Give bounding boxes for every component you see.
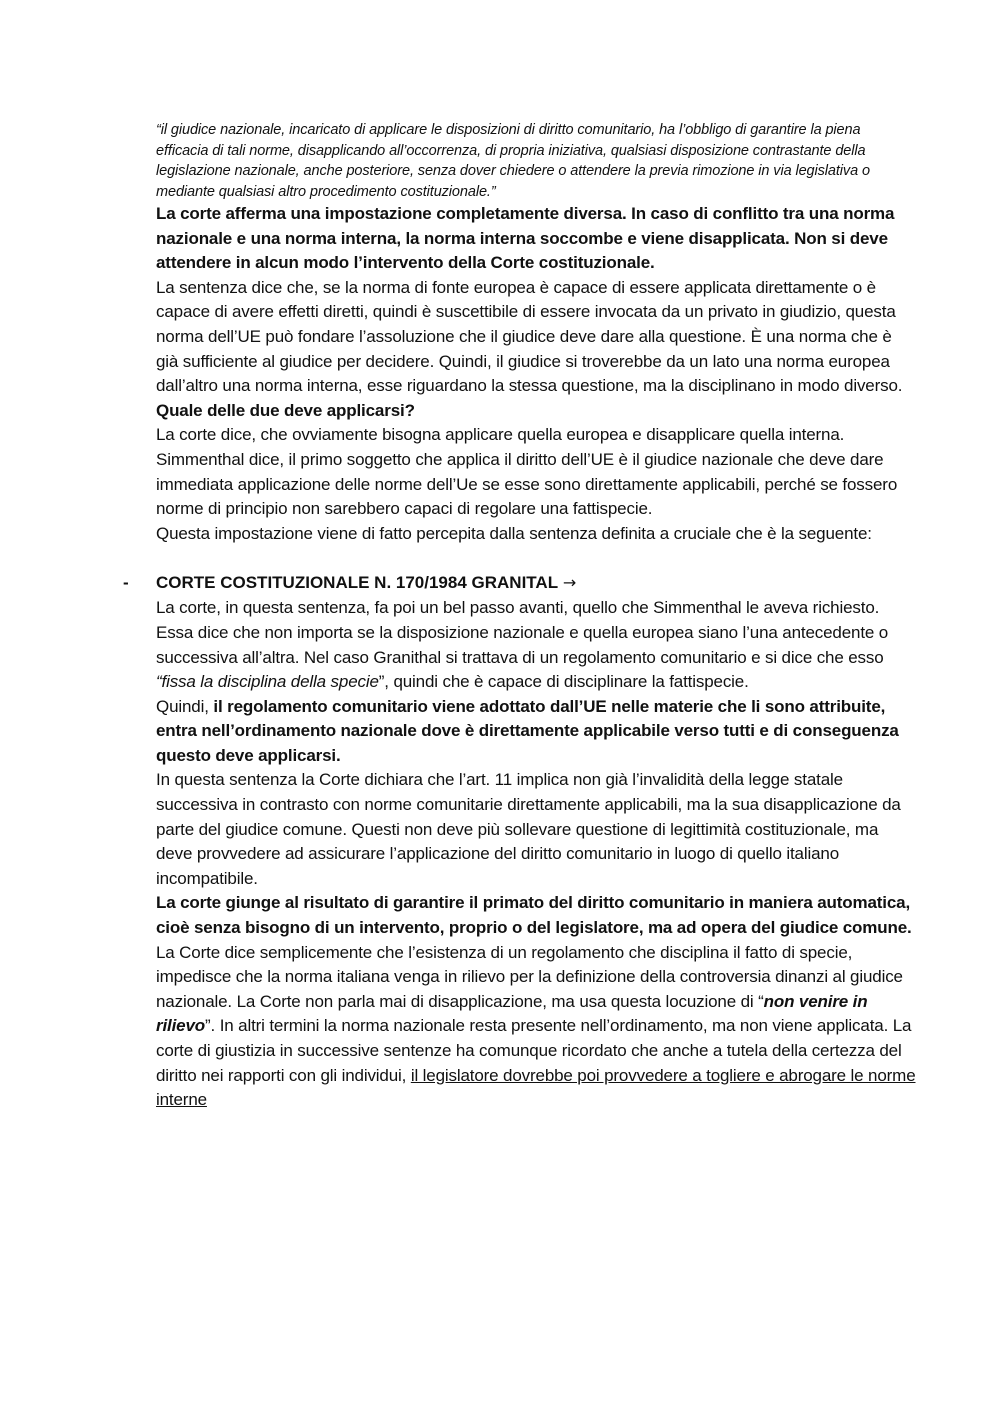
paragraph-text: Quindi,: [156, 696, 214, 716]
bold-italic-phrase: non venire in rilievo: [156, 991, 868, 1036]
underlined-phrase: il legislatore dovrebbe poi provvedere a togliere e abrogare le norme interne: [156, 1065, 916, 1110]
list-dash: -: [123, 573, 129, 593]
paragraph-text: La sentenza dice che, se la norma di fonte europea è capace di essere applicata direttamente o è capace di avere effetti diretti, quindi è suscettibile di essere invocata da un privato in giudizio, questa norma dell’UE può fondare l’assoluzione che il giudice deve dare alla questione. È una norma che è già sufficiente al giudice per decidere. Quindi, il giudice si troverebbe da un lato una norma europea dall’altro una norma interna, esse riguardano la stessa questione, ma la disciplinano in modo diverso.: [156, 277, 903, 396]
right-arrow-icon: →: [562, 573, 577, 593]
paragraph-regolamento: [156, 695, 916, 769]
bold-question: Quale delle due deve applicarsi?: [156, 400, 415, 420]
paragraph-granital: [156, 621, 916, 695]
paragraph-simmenthal: Simmenthal dice, il primo soggetto che applica il diritto dell’UE è il giudice nazionale che deve dare immediata applicazione delle norme dell’Ue se esse sono direttamente applicabili, perché se fossero norme di principio non sarebbero capaci di regolare una fattispecie.: [156, 449, 898, 519]
bold-paragraph-conflict: La corte afferma una impostazione completamente diversa. In caso di conflitto tra una norma nazionale e una norma interna, la norma interna soccombe e viene disapplicata. Non si deve attendere in alcun modo l’intervento della Corte costituzionale.: [156, 204, 895, 273]
heading-title: CORTE COSTITUZIONALE N. 170/1984 GRANITAL: [156, 573, 559, 593]
blank-line: [156, 546, 916, 570]
section-heading: [123, 570, 916, 596]
bold-paragraph-primato: La corte giunge al risultato di garantire il primato del diritto comunitario in maniera automatica, cioè senza bisogno di un intervento, proprio o del legislatore, ma ad opera del giudice comune.: [156, 893, 912, 938]
paragraph-impostazione: Questa impostazione viene di fatto percepita dalla sentenza definita a cruciale che è la seguente:: [156, 523, 872, 543]
paragraph-non-venire-in-rilievo: [156, 941, 916, 1113]
paragraph-text: ”. In altri termini la norma nazionale resta presente nell’ordinamento, ma non viene applicata. La corte di giustizia in successive sentenze ha comunque ricordato che anche a tutela della certezza del diritto nei rapporti con gli individui,: [156, 1016, 912, 1085]
document-body: [123, 120, 916, 1113]
bold-statement: il regolamento comunitario viene adottato dall’UE nelle materie che li sono attribuite, entra nell’ordinamento nazionale dove è direttamente applicabile verso tutti e di conseguenza questo deve applicarsi.: [156, 696, 899, 765]
paragraph-text: La Corte dice semplicemente che l’esistenza di un regolamento che disciplina il fatto di specie, impedisce che la norma italiana venga in rilievo per la definizione della controversia dinanzi al giudice nazionale. La Corte non parla mai di disapplicazione, ma usa questa locuzione di “: [156, 942, 903, 1011]
italic-citation: “fissa la disciplina della specie: [156, 672, 379, 692]
paragraph-art-11: In questa sentenza la Corte dichiara che l’art. 11 implica non già l’invalidità della legge statale successiva in contrasto con norme comunitarie direttamente applicabili, ma la sua disapplicazione da parte del giudice comune. Questi non deve più sollevare questione di legittimità costituzionale, ma deve provvedere ad assicurare l’applicazione del diritto comunitario in luogo di quello italiano incompatibile.: [156, 770, 901, 888]
paragraph-text: ”, quindi che è capace di disciplinare la fattispecie.: [378, 672, 749, 692]
italic-quote: “il giudice nazionale, incaricato di applicare le disposizioni di diritto comunitario, ha l’obbligo di garantire la piena efficacia di tali norme, disapplicando all’occorrenza, di propria iniziativa, qualsiasi disposizione contrastante della legislazione nazionale, anche posteriore, senza dover chiedere o attendere la previa rimozione in via legislativa o mediante qualsiasi altro procedimento costituzionale.”: [156, 122, 870, 200]
paragraph-apply-european: La corte dice, che ovviamente bisogna applicare quella europea e disapplicare quella interna.: [156, 425, 845, 445]
paragraph-text: Essa dice che non importa se la disposizione nazionale e quella europea siano l’una antecedente o successiva all’altra. Nel caso Granithal si trattava di un regolamento comunitario e si dice che esso: [156, 622, 889, 667]
paragraph-passo-avanti: La corte, in questa sentenza, fa poi un bel passo avanti, quello che Simmenthal le aveva richiesto.: [156, 598, 880, 618]
paragraph-direct-effect: [156, 276, 916, 424]
